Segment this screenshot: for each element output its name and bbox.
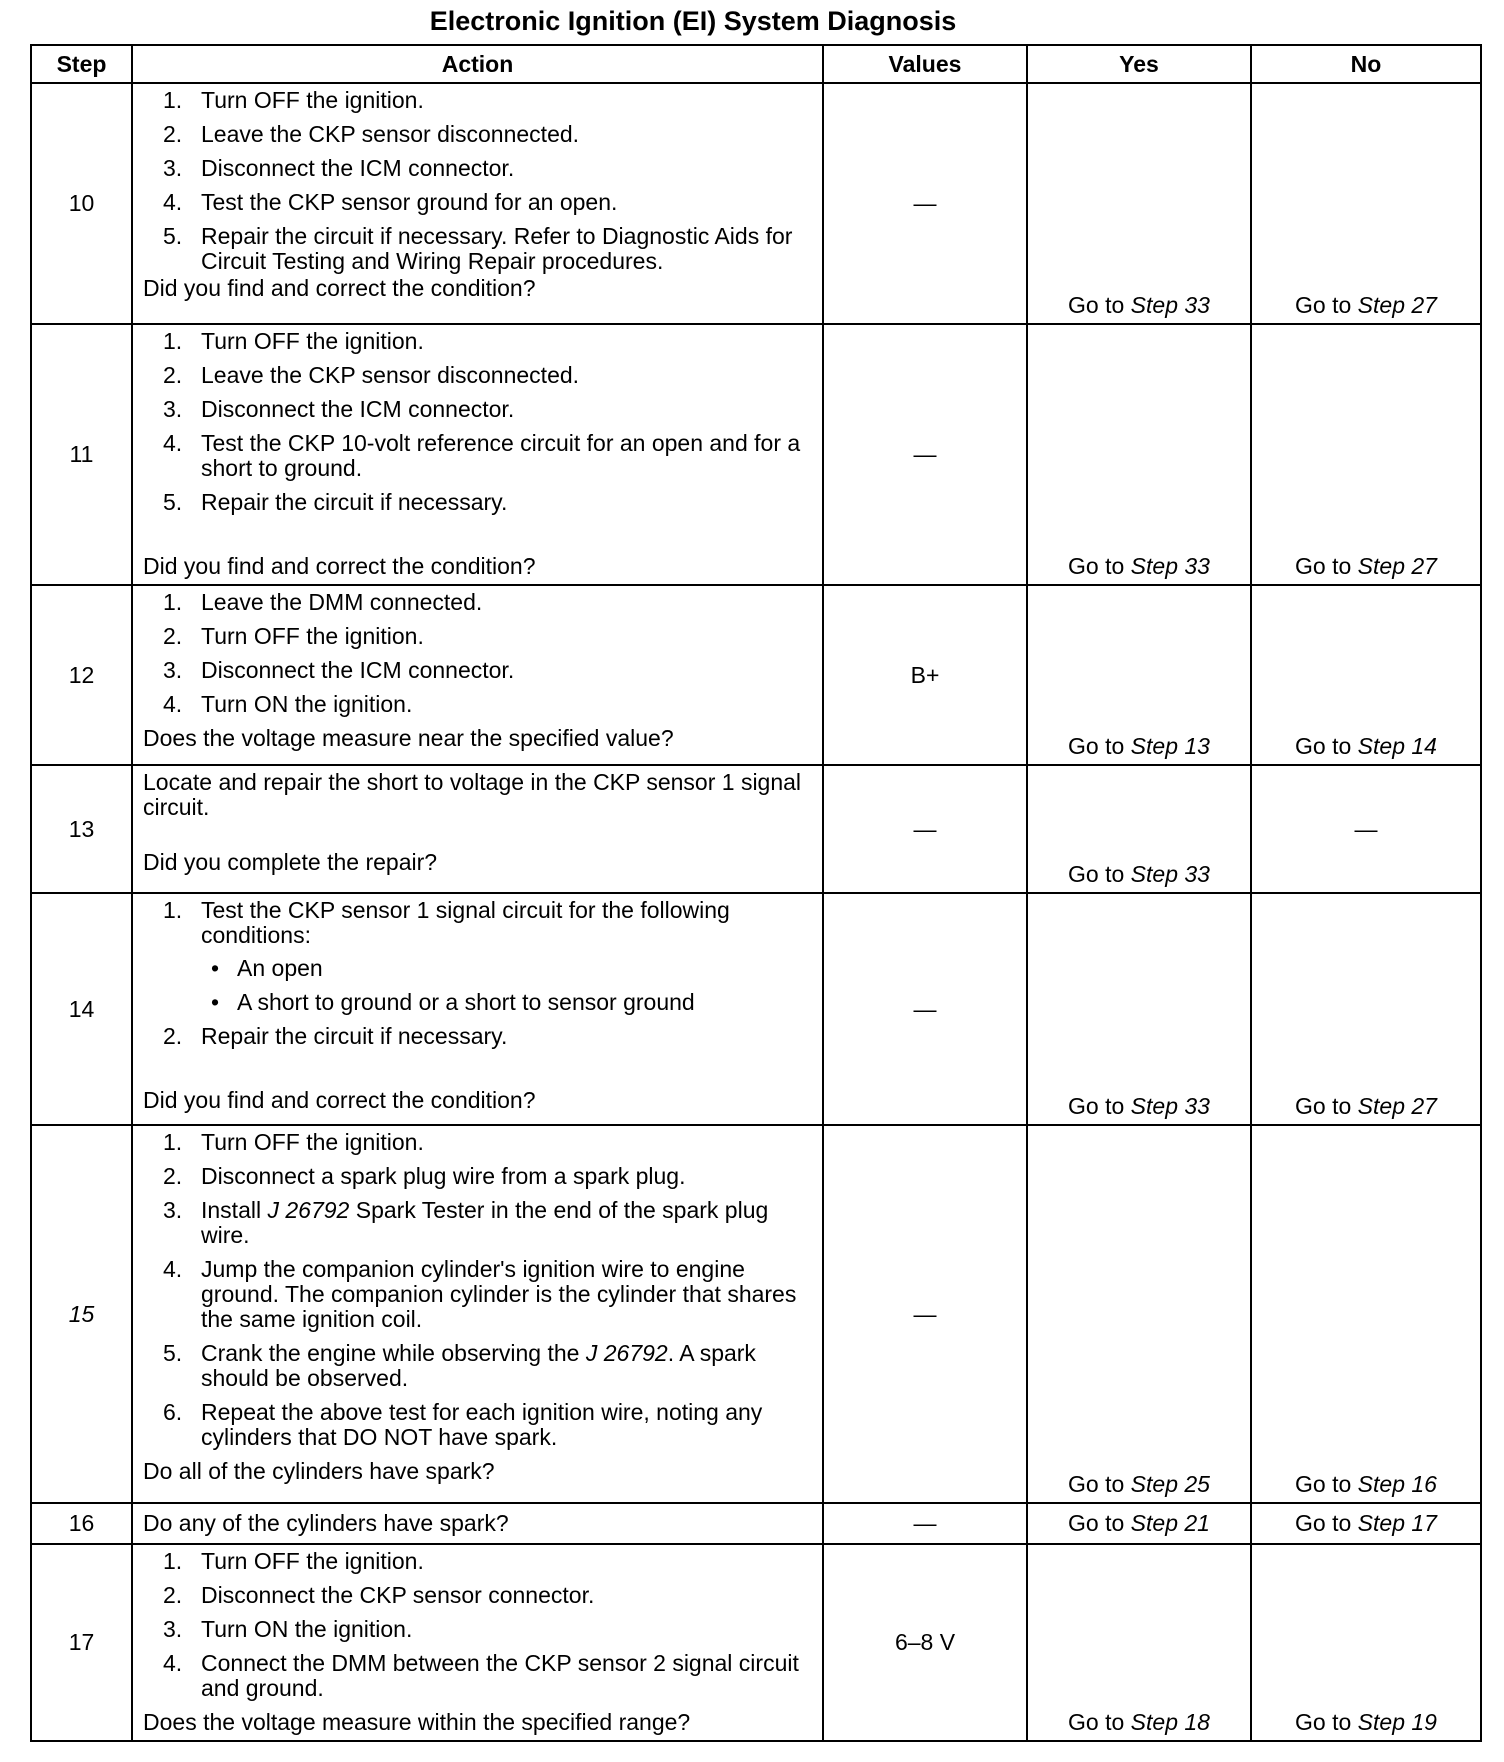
list-item: 2. Turn OFF the ignition.	[163, 623, 424, 649]
table-row	[31, 1544, 1481, 1741]
bullet-item: • An open	[211, 955, 323, 981]
yes-cell: Go to Step 33	[1027, 893, 1251, 1125]
no-cell: Go to Step 27	[1251, 83, 1481, 324]
list-item: 3. Disconnect the ICM connector.	[163, 155, 515, 181]
list-item: 3. Turn ON the ignition.	[163, 1616, 413, 1642]
action-list	[143, 898, 814, 1049]
list-item: 2. Leave the CKP sensor disconnected.	[163, 121, 580, 147]
action-list	[143, 1130, 814, 1450]
step-number: 12	[31, 585, 132, 765]
list-item: 4. Jump the companion cylinder's ignition wire to engine ground. The companion cylinder is the cylinder that shares the same ignition coil.	[163, 1256, 797, 1332]
action-cell	[132, 1503, 823, 1544]
action-cell	[132, 585, 823, 765]
question: Does the voltage measure near the specified value?	[143, 725, 674, 751]
action-cell	[132, 83, 823, 324]
diagnosis-table	[30, 44, 1482, 1742]
action-text: Locate and repair the short to voltage in the CKP sensor 1 signal circuit.	[143, 769, 802, 820]
question: Does the voltage measure within the specified range?	[143, 1709, 691, 1735]
step-number: 16	[31, 1503, 132, 1544]
list-item: 1. Turn OFF the ignition.	[163, 328, 424, 354]
value-cell: 6–8 V	[823, 1544, 1027, 1741]
step-number: 14	[31, 893, 132, 1125]
header-step: Step	[31, 45, 132, 83]
question: Did you find and correct the condition?	[143, 1087, 536, 1113]
table-row	[31, 324, 1481, 585]
question: Did you find and correct the condition?	[143, 553, 536, 579]
action-cell	[132, 765, 823, 893]
value-cell: —	[823, 324, 1027, 585]
table-row	[31, 1503, 1481, 1544]
table-row	[31, 893, 1481, 1125]
question: Do all of the cylinders have spark?	[143, 1458, 495, 1484]
page-title: Electronic Ignition (EI) System Diagnosis	[429, 6, 957, 36]
list-item: 5. Crank the engine while observing the J 26792. A spark should be observed.	[163, 1340, 756, 1391]
list-item: 5. Repair the circuit if necessary. Refer to Diagnostic Aids for Circuit Testing and Wiring Repair procedures.	[163, 223, 793, 274]
value-cell: —	[823, 765, 1027, 893]
step-number: 10	[31, 83, 132, 324]
no-cell: Go to Step 14	[1251, 585, 1481, 765]
yes-cell: Go to Step 21	[1027, 1503, 1251, 1544]
question: Do any of the cylinders have spark?	[143, 1509, 509, 1536]
action-cell	[132, 1125, 823, 1503]
action-cell	[132, 893, 823, 1125]
tool-name: J 26792	[267, 1197, 350, 1223]
step-number: 17	[31, 1544, 132, 1741]
value-cell: —	[823, 893, 1027, 1125]
question: Did you find and correct the condition?	[143, 275, 536, 301]
list-item: 4. Connect the DMM between the CKP sensor 2 signal circuit and ground.	[163, 1650, 799, 1701]
no-cell: —	[1251, 765, 1481, 893]
yes-cell: Go to Step 33	[1027, 765, 1251, 893]
value-cell: —	[823, 1125, 1027, 1503]
table-row	[31, 585, 1481, 765]
table-row	[31, 765, 1481, 893]
list-item: 1. Turn OFF the ignition.	[163, 87, 424, 113]
header-action: Action	[132, 45, 823, 83]
no-cell: Go to Step 17	[1251, 1503, 1481, 1544]
list-item: 1. Turn OFF the ignition.	[163, 1548, 424, 1574]
list-item: 4. Test the CKP sensor ground for an open.	[163, 189, 618, 215]
list-item: 3. Disconnect the ICM connector.	[163, 657, 515, 683]
list-item: 2. Repair the circuit if necessary.	[163, 1023, 508, 1049]
yes-cell: Go to Step 18	[1027, 1544, 1251, 1741]
step-number: 15	[31, 1125, 132, 1503]
header-yes: Yes	[1027, 45, 1251, 83]
bullet-item: • A short to ground or a short to sensor ground	[211, 989, 695, 1015]
action-list	[143, 329, 814, 515]
tool-name: J 26792	[585, 1340, 668, 1366]
yes-cell: Go to Step 33	[1027, 83, 1251, 324]
action-list	[143, 590, 814, 717]
no-cell: Go to Step 27	[1251, 893, 1481, 1125]
header-no: No	[1251, 45, 1481, 83]
action-list	[143, 1549, 814, 1701]
list-item: 1. Test the CKP sensor 1 signal circuit for the following conditions: • An open • A short to ground or a short to sensor ground	[143, 898, 814, 1015]
list-item: 1. Leave the DMM connected.	[163, 589, 483, 615]
table-header-row	[31, 45, 1481, 83]
action-list	[143, 88, 814, 274]
table-row	[31, 83, 1481, 324]
list-item: 2. Disconnect a spark plug wire from a spark plug.	[163, 1163, 686, 1189]
no-cell: Go to Step 19	[1251, 1544, 1481, 1741]
table-row	[31, 1125, 1481, 1503]
list-item: 3. Install J 26792 Spark Tester in the end of the spark plug wire.	[163, 1197, 769, 1248]
value-cell: —	[823, 1503, 1027, 1544]
step-number: 11	[31, 324, 132, 585]
header-values: Values	[823, 45, 1027, 83]
list-item: 6. Repeat the above test for each ignition wire, noting any cylinders that DO NOT have spark.	[163, 1399, 763, 1450]
bullet-list	[201, 956, 814, 1015]
yes-cell: Go to Step 13	[1027, 585, 1251, 765]
action-cell	[132, 324, 823, 585]
list-item: 4. Test the CKP 10-volt reference circuit for an open and for a short to ground.	[163, 430, 801, 481]
list-item: 5. Repair the circuit if necessary.	[163, 489, 508, 515]
list-item: 3. Disconnect the ICM connector.	[163, 396, 515, 422]
list-item: 1. Turn OFF the ignition.	[163, 1129, 424, 1155]
step-number: 13	[31, 765, 132, 893]
yes-cell: Go to Step 33	[1027, 324, 1251, 585]
question: Did you complete the repair?	[143, 849, 438, 875]
no-cell: Go to Step 16	[1251, 1125, 1481, 1503]
no-cell: Go to Step 27	[1251, 324, 1481, 585]
list-item: 2. Leave the CKP sensor disconnected.	[163, 362, 580, 388]
action-cell	[132, 1544, 823, 1741]
list-item: 4. Turn ON the ignition.	[163, 691, 413, 717]
yes-cell: Go to Step 25	[1027, 1125, 1251, 1503]
list-item: 2. Disconnect the CKP sensor connector.	[163, 1582, 595, 1608]
value-cell: B+	[823, 585, 1027, 765]
value-cell: —	[823, 83, 1027, 324]
